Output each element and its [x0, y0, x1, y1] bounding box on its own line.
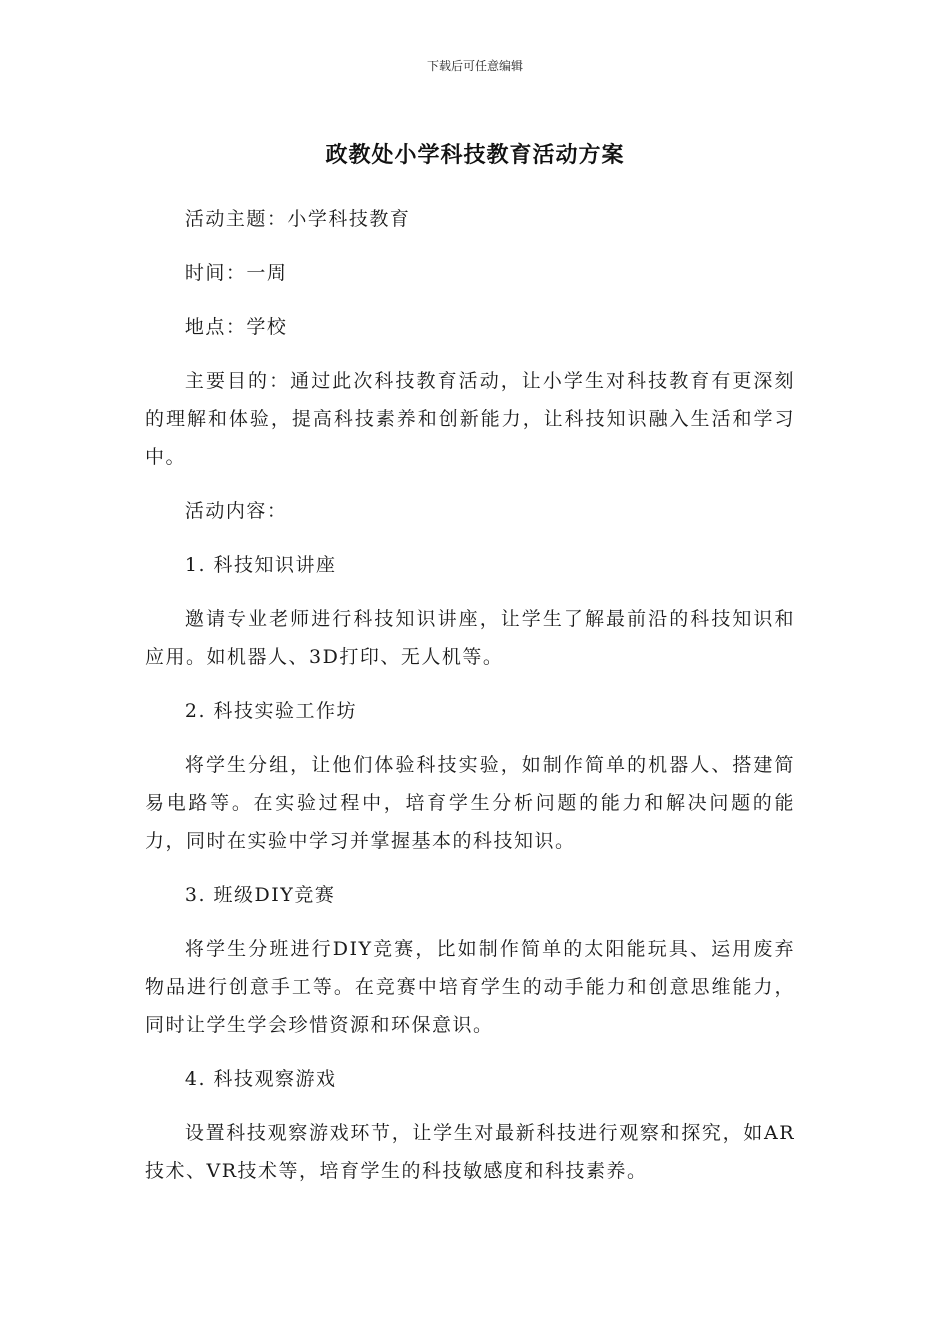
section-heading-lecture: 1. 科技知识讲座 — [184, 554, 337, 576]
header-note: 下载后可任意编辑 — [426, 59, 523, 73]
paragraph-diy: 将学生分班进行DIY竞赛，比如制作简单的太阳能玩具、运用废弃物品进行创意手工等。在竞赛中培育学生的动手能力和创意思维能力，同时让学生学会珍惜资源和环保意识。 — [145, 938, 795, 1036]
section-heading-observation: 4. 科技观察游戏 — [184, 1068, 337, 1090]
paragraph-purpose: 主要目的：通过此次科技教育活动，让小学生对科技教育有更深刻的理解和体验，提高科技素养和创新能力，让科技知识融入生活和学习中。 — [145, 370, 795, 468]
document-body — [145, 200, 795, 1206]
page-title: 政教处小学科技教育活动方案 — [325, 143, 625, 168]
section-heading-workshop: 2. 科技实验工作坊 — [184, 700, 358, 722]
paragraph-workshop: 将学生分组，让他们体验科技实验，如制作简单的机器人、搭建简易电路等。在实验过程中，培育学生分析问题的能力和解决问题的能力，同时在实验中学习并掌握基本的科技知识。 — [145, 754, 795, 852]
paragraph-theme: 活动主题：小学科技教育 — [184, 208, 411, 230]
paragraph-observation: 设置科技观察游戏环节，让学生对最新科技进行观察和探究，如AR技术、VR技术等，培育学生的科技敏感度和科技素养。 — [145, 1122, 795, 1182]
paragraph-lecture: 邀请专业老师进行科技知识讲座，让学生了解最前沿的科技知识和应用。如机器人、3D打印、无人机等。 — [145, 608, 795, 668]
paragraph-content-heading: 活动内容： — [184, 500, 288, 522]
paragraph-time: 时间：一周 — [184, 262, 288, 284]
section-heading-diy: 3. 班级DIY竞赛 — [184, 884, 336, 906]
paragraph-location: 地点：学校 — [184, 316, 288, 338]
